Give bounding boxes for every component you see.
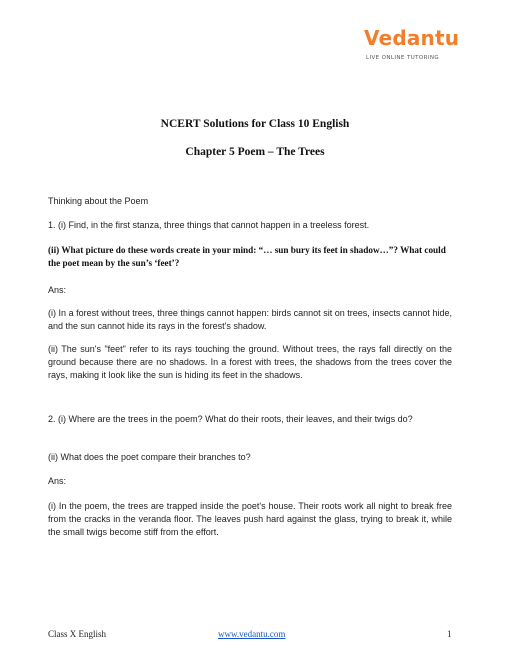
answer-2-i: (i) In the poem, the trees are trapped inside the poet's house. Their roots work all night to break free from the cracks in the veranda floor. The leaves push hard against the glass, trying to break it, while the small twigs become stiff from the effort. [48, 501, 452, 537]
vedantu-logo [364, 26, 460, 74]
answer-label-1: Ans: [48, 285, 67, 295]
logo-wordmark: Vedantu [364, 26, 460, 50]
page-number: 1 [447, 629, 452, 639]
question-1-i: 1. (i) Find, in the first stanza, three things that cannot happen in a treeless forest. [48, 220, 370, 230]
chapter-title: Chapter 5 Poem – The Trees [185, 146, 325, 158]
footer-website-link[interactable]: www.vedantu.com [218, 629, 286, 639]
question-1-ii: (ii) What picture do these words create in your mind: “… sun bury its feet in shadow…”? What could the poet mean by the sun’s ‘feet’? [48, 245, 446, 268]
footer-class-label: Class X English [48, 629, 107, 639]
logo-tagline: LIVE ONLINE TUTORING [366, 55, 440, 61]
section-heading: Thinking about the Poem [48, 196, 149, 206]
question-2-i: 2. (i) Where are the trees in the poem? What do their roots, their leaves, and their twigs do? [48, 414, 413, 424]
question-2-ii: (ii) What does the poet compare their branches to? [48, 452, 251, 462]
document-title: NCERT Solutions for Class 10 English [160, 118, 350, 130]
answer-1-i: (i) In a forest without trees, three things cannot happen: birds cannot sit on trees, insects cannot hide, and the sun cannot hide its rays in the forest's shadow. [48, 308, 452, 331]
answer-1-ii: (ii) The sun's "feet" refer to its rays touching the ground. Without trees, the rays fall directly on the ground because there are no shadows. In a forest with trees, the shadows from the trees cover the rays, making it look like the sun is hiding its feet in the shadows. [48, 344, 452, 380]
answer-label-2: Ans: [48, 476, 67, 486]
